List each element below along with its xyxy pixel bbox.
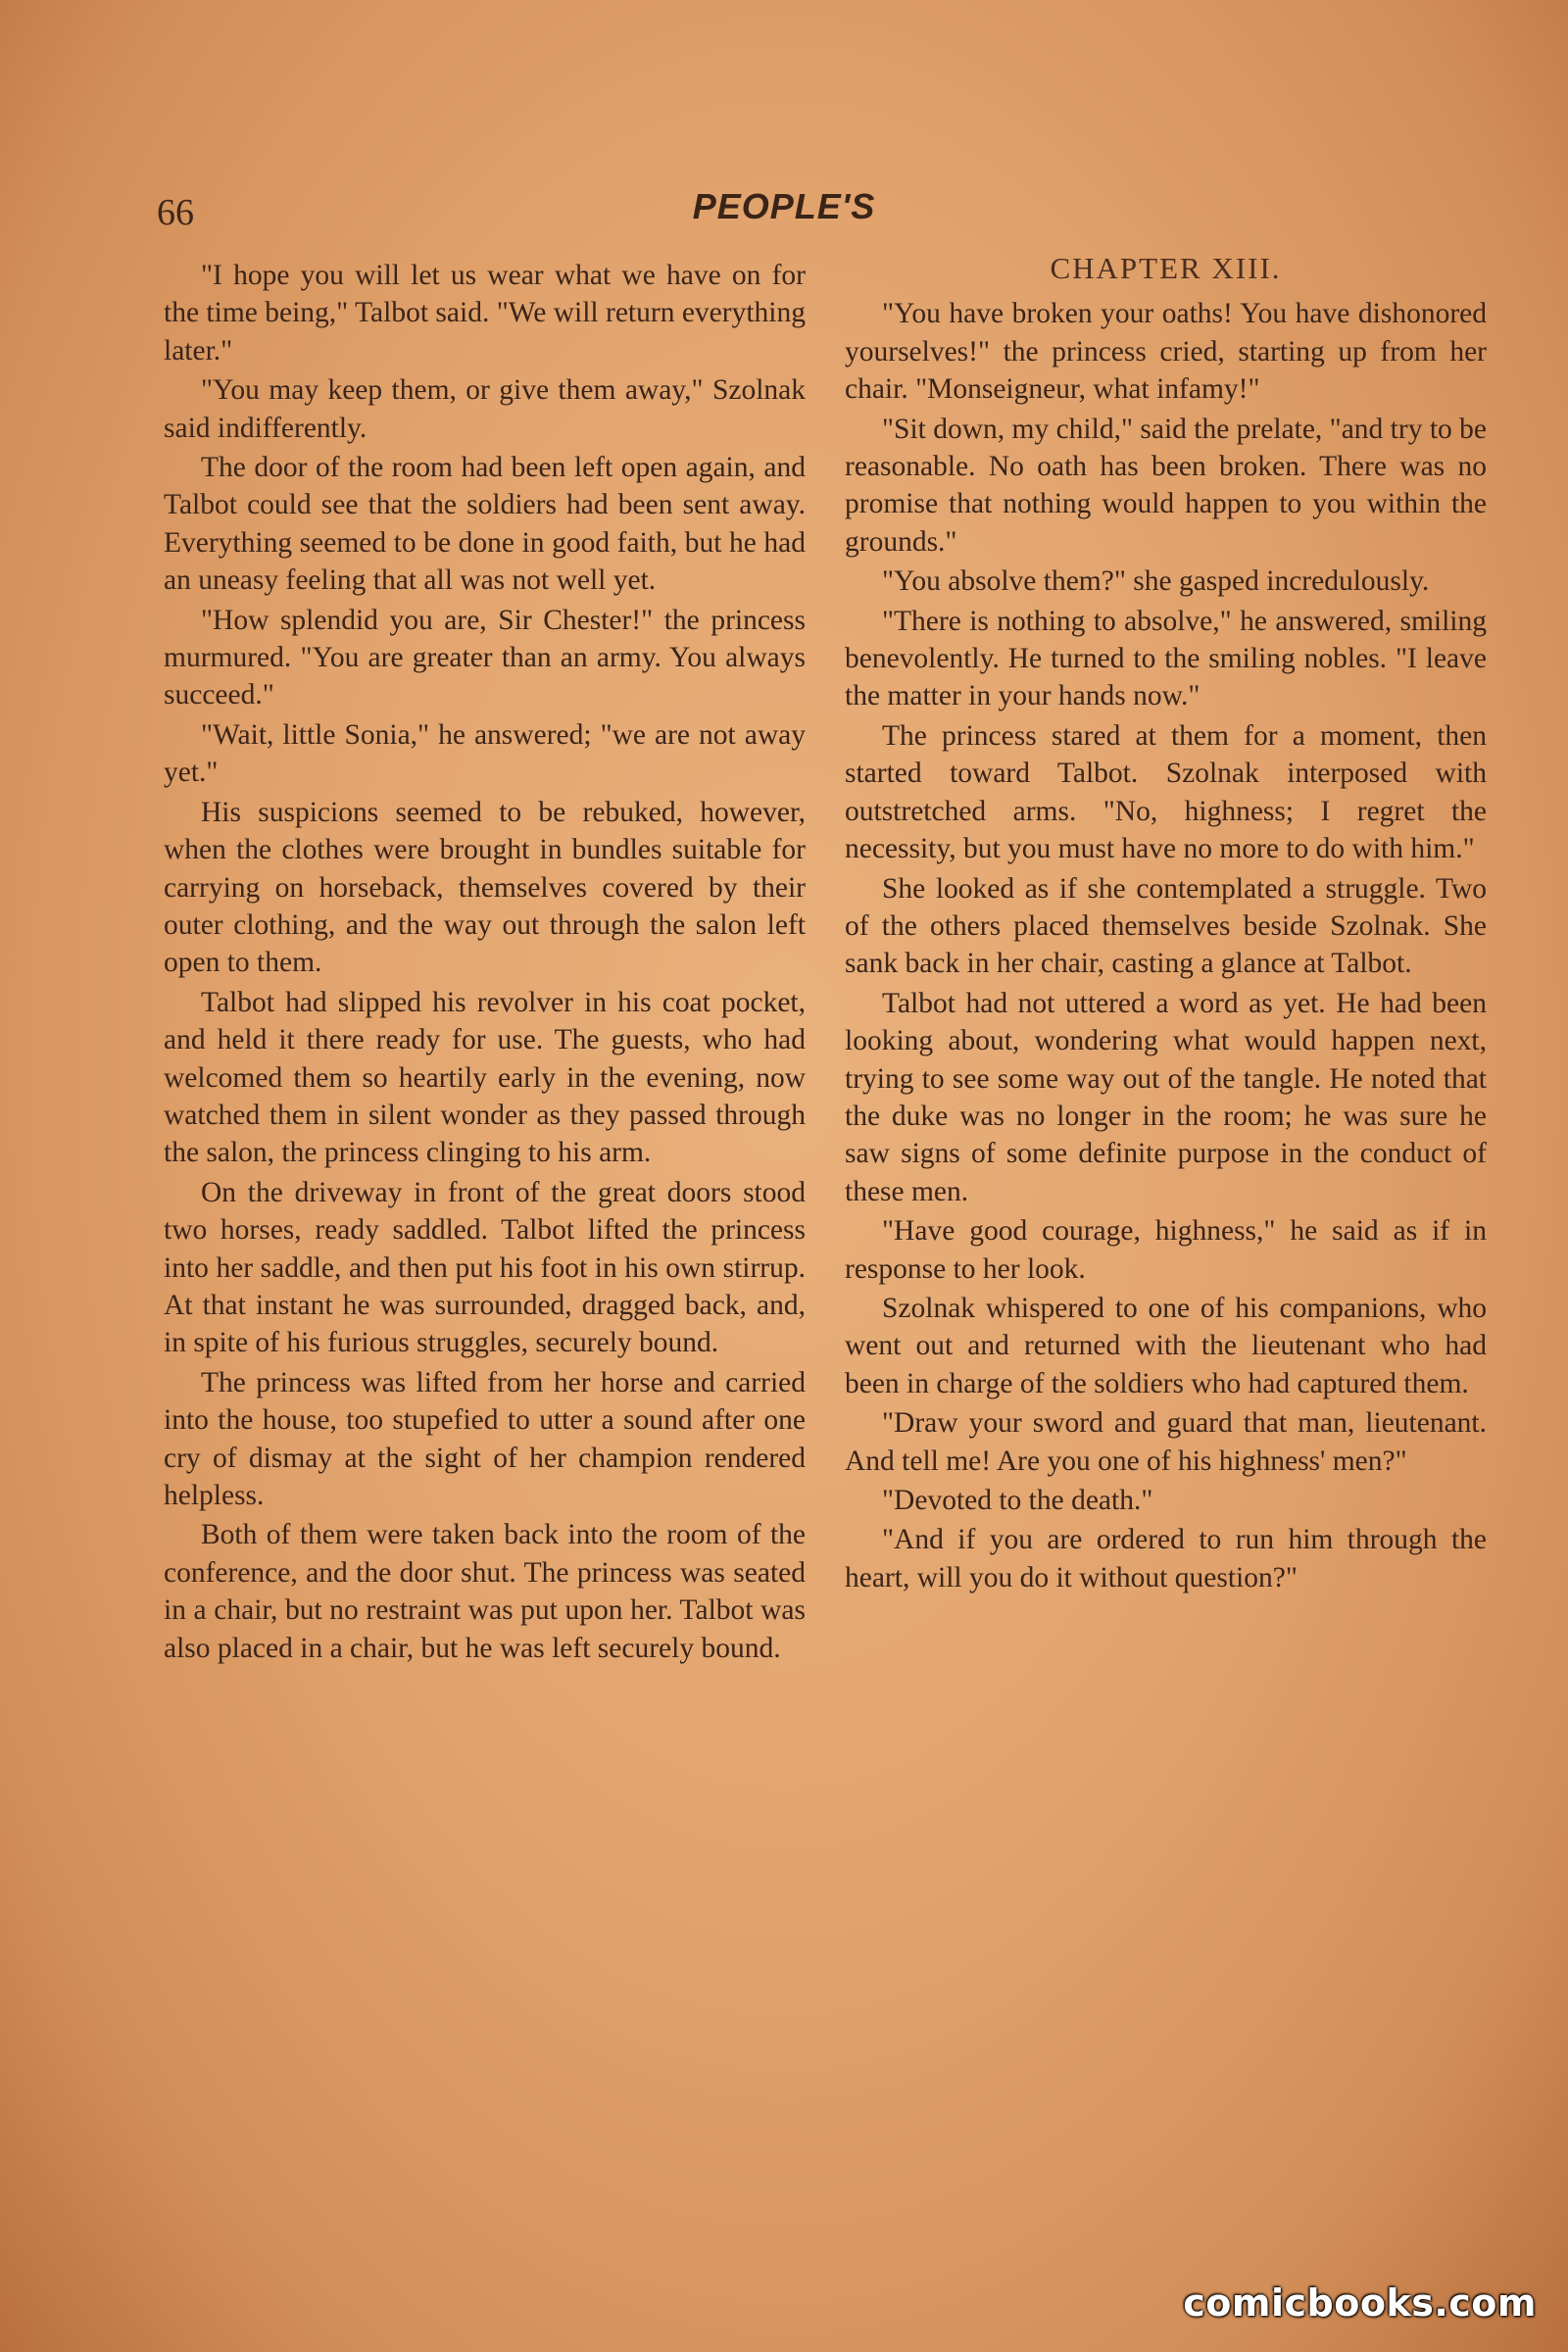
paragraph: "And if you are ordered to run him through the heart, will you do it without question?" xyxy=(845,1524,1487,1593)
left-column xyxy=(164,257,806,1669)
right-column xyxy=(845,250,1487,1598)
paragraph: "Have good courage, highness," he said as if in response to her look. xyxy=(845,1215,1487,1285)
paragraph: "I hope you will let us wear what we have on for the time being," Talbot said. "We will return everything later." xyxy=(164,260,806,367)
paragraph: The princess was lifted from her horse and carried into the house, too stupefied to utter a sound after one cry of dismay at the sight of her champion rendered helpless. xyxy=(164,1366,806,1511)
paragraph: "Devoted to the death." xyxy=(882,1485,1153,1516)
paragraph: "Draw your sword and guard that man, lieutenant. And tell me! Are you one of his highness' men?" xyxy=(845,1407,1487,1477)
paragraph: "How splendid you are, Sir Chester!" the princess murmured. "You are greater than an army. You always succeed." xyxy=(164,604,806,711)
paragraph: "There is nothing to absolve," he answered, smiling benevolently. He turned to the smiling nobles. "I leave the matter in your hands now." xyxy=(845,605,1487,712)
paragraph: Talbot had not uttered a word as yet. He had been looking about, wondering what would happen next, trying to see some way out of the tangle. He noted that the duke was no longer in the room; he was sure he saw signs of some definite purpose in the conduct of these men. xyxy=(845,987,1487,1207)
paragraph: The princess stared at them for a moment, then started toward Talbot. Szolnak interposed with outstretched arms. "No, highness; I regret the necessity, but you must have no more to do with him." xyxy=(845,719,1487,865)
paragraph: "You may keep them, or give them away," Szolnak said indifferently. xyxy=(164,374,806,444)
paragraph: The door of the room had been left open again, and Talbot could see that the soldiers had been sent away. Everything seemed to be done in good faith, but he had an uneasy feeling that all was not well yet. xyxy=(164,452,806,597)
paragraph: On the driveway in front of the great doors stood two horses, ready saddled. Talbot lifted the princess into her saddle, and then put his foot in his own stirrup. At that instant he was surrounded, dragged back, and, in spite of his furious struggles, securely bound. xyxy=(164,1176,806,1359)
chapter-heading: CHAPTER XIII. xyxy=(1050,251,1282,285)
watermark-logo: comicbooks.com xyxy=(1183,2281,1537,2325)
paragraph: "Sit down, my child," said the prelate, "and try to be reasonable. No oath has been broken. There was no promise that nothing would happen to you within the grounds." xyxy=(845,413,1487,558)
paragraph: "You absolve them?" she gasped incredulously. xyxy=(882,565,1430,598)
paragraph: "Wait, little Sonia," he answered; "we are not away yet." xyxy=(164,718,806,789)
paragraph: She looked as if she contemplated a struggle. Two of the others placed themselves beside Szolnak. She sank back in her chair, casting a glance at Talbot. xyxy=(845,872,1487,980)
page-number: 66 xyxy=(157,192,194,233)
paragraph: Both of them were taken back into the room of the conference, and the door shut. The princess was seated in a chair, but no restraint was put upon her. Talbot was also placed in a chair, but he was left securely bound. xyxy=(164,1519,806,1664)
paragraph: Szolnak whispered to one of his companions, who went out and returned with the lieutenant who had been in charge of the soldiers who had captured them. xyxy=(845,1292,1487,1399)
paragraph: "You have broken your oaths! You have dishonored yourselves!" the princess cried, starting up from her chair. "Monseigneur, what infamy!" xyxy=(845,298,1487,406)
paragraph: His suspicions seemed to be rebuked, however, when the clothes were brought in bundles suitable for carrying on horseback, themselves covered by their outer clothing, and the way out through the salon left open to them. xyxy=(164,796,806,979)
running-head: PEOPLE'S xyxy=(692,186,876,226)
paragraph: Talbot had slipped his revolver in his coat pocket, and held it there ready for use. The guests, who had welcomed them so heartily early in the evening, now watched them in silent wonder as they passed through the salon, the princess clinging to his arm. xyxy=(164,986,806,1169)
